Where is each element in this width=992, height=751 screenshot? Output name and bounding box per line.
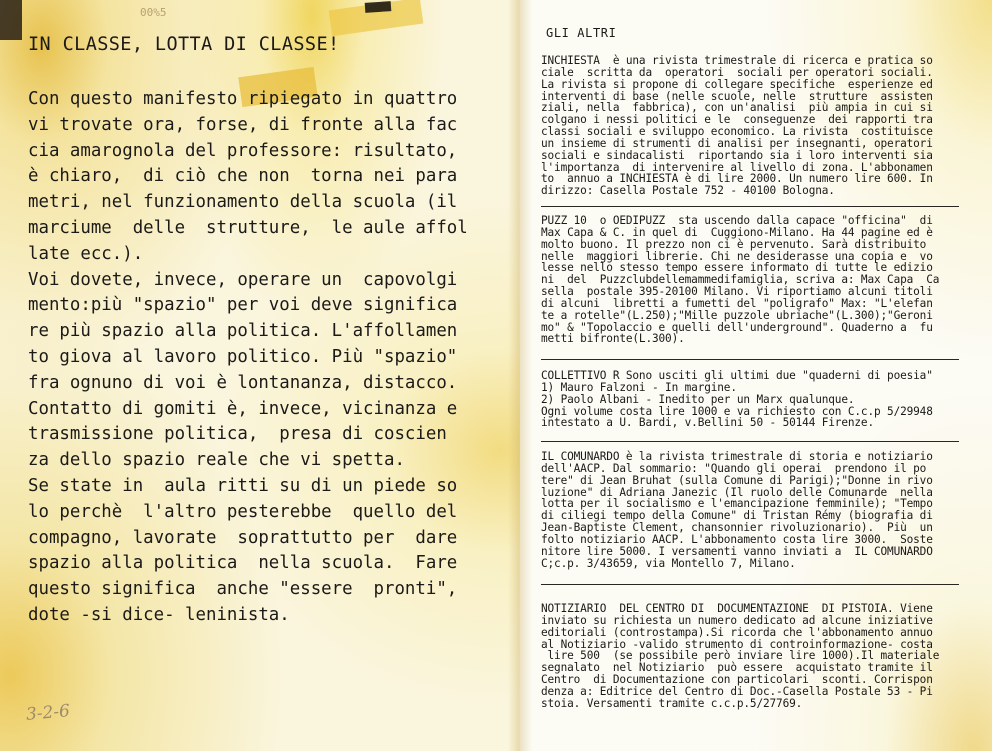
entry-line: sella postale 395-20100 Milano. Vi riportiamo alcuni titoli: [541, 285, 933, 299]
entry-line: dirizzo: Casella Postale 752 - 40100 Bologna.: [541, 184, 835, 198]
entry-line: dell'AACP. Dal sommario: "Quando gli operai prendono il po: [541, 461, 927, 475]
section-divider: [541, 584, 959, 585]
entry-line: Ogni volume costa lire 1000 e va richiesto con C.c.p 5/29948: [541, 404, 933, 418]
manifesto-line: fra ognuno di voi è lontananza, distacco.: [28, 372, 458, 393]
manifesto-line: spazio alla politica nella scuola. Fare: [28, 553, 458, 574]
entry-line: 1) Mauro Falzoni - In margine.: [541, 380, 737, 394]
entry-line: COLLETTIVO R Sono usciti gli ultimi due "quaderni di poesia": [541, 369, 933, 382]
manifesto-line: dote -si dice- leninista.: [28, 604, 290, 625]
entry-notiziario-pistoia: [541, 603, 965, 710]
entry-line: lire 500 (se possibile però inviare lire 1000).Il materiale: [541, 649, 940, 663]
entry-il-comunardo: [541, 451, 965, 569]
manifesto-line: lo perchè l'altro pesterebbe quello del: [28, 501, 458, 522]
entry-line: intestato a U. Bardi, v.Bellini 50 - 50144 Firenze.: [541, 416, 874, 430]
entry-line: INCHIESTA è una rivista trimestrale di ricerca e pratica so: [541, 54, 933, 67]
entry-line: interventi di base (nelle scuole, nelle strutture assisten: [541, 89, 933, 103]
entry-line: Jean-Baptiste Clement, chansonnier rivoluzionario). Più un: [541, 521, 933, 535]
section-divider: [541, 441, 959, 442]
left-page-title: IN CLASSE, LOTTA DI CLASSE!: [28, 34, 340, 55]
entry-line: molto buono. Il prezzo non ci è pervenuto. Sarà distribuito: [541, 237, 927, 251]
manifesto-line: trasmissione politica, presa di coscien: [28, 424, 447, 445]
entry-line: Centro di Documentazione con particolari sconti. Corrispon: [541, 673, 933, 687]
manifesto-line: metri, nel funzionamento della scuola (il: [28, 192, 458, 213]
tape-stain: [365, 1, 392, 13]
manifesto-line: cia amarognola del professore: risultato,: [28, 140, 458, 161]
entry-line: La rivista si propone di collegare specifiche esperienze ed: [541, 77, 933, 91]
entry-collettivo-r: [541, 370, 965, 429]
entry-line: NOTIZIARIO DEL CENTRO DI DOCUMENTAZIONE DI PISTOIA. Viene: [541, 602, 933, 615]
section-divider: [541, 206, 959, 207]
manifesto-line: to giova al lavoro politico. Più "spazio": [28, 346, 458, 367]
corner-code: 00%5: [140, 6, 167, 19]
entry-line: colgano i nessi politici e le conseguenze dei rapporti tra: [541, 113, 933, 127]
entry-line: tere" di Jean Bruhat (sulla Comune di Parigi);"Donne in rivo: [541, 473, 933, 487]
entry-line: to annuo a INCHIESTA è di lire 2000. Un numero lire 600. In: [541, 172, 933, 186]
entry-line: stoia. Versamenti tramite c.c.p.5/27769.: [541, 696, 803, 710]
entry-line: lotta per il socialismo e l'emancipazione femminile); "Tempo: [541, 497, 933, 511]
entry-line: di alcuni libretti a fumetti del "poligrafo" Max: "L'elefan: [541, 296, 933, 310]
tape-stain: [0, 0, 22, 40]
manifesto-line: re più spazio alla politica. L'affollamen: [28, 321, 458, 342]
entry-line: al Notiziario -valido strumento di controinformazione- costa: [541, 637, 933, 651]
manifesto-text: [28, 87, 498, 629]
manifesto-line: late ecc.).: [28, 243, 144, 264]
entry-line: mo" & "Topolaccio e quelli dell'underground". Quaderno a fu: [541, 320, 933, 334]
manifesto-line: compagno, lavorate soprattutto per dare: [28, 527, 458, 548]
entry-line: segnalato nel Notiziario può essere acquistato tramite il: [541, 661, 933, 675]
entry-inchiesta: [541, 55, 965, 197]
manifesto-line: Se state in aula ritti su di un piede so: [28, 475, 458, 496]
entry-line: ciale scritta da operatori sociali per operatori sociali.: [541, 65, 933, 79]
entry-line: denza a: Editrice del Centro di Doc.-Casella Postale 53 - Pi: [541, 684, 933, 698]
entry-line: 2) Paolo Albani - Inedito per un Marx qualunque.: [541, 392, 855, 406]
entry-line: nelle maggiori librerie. Chi ne desiderasse una copia e vo: [541, 249, 933, 263]
handwritten-note: 3-2-6: [25, 701, 71, 725]
manifesto-line: è chiaro, di ciò che non torna nei para: [28, 166, 458, 187]
entry-line: folto notiziario AACP. L'abbonamento costa lire 3000. Soste: [541, 532, 933, 546]
entry-line: Max Capa & C. in quel di Cuggiono-Milano. Ha 44 pagine ed è: [541, 225, 933, 239]
entry-line: classi sociali e sviluppo economico. La rivista costituisce: [541, 125, 933, 139]
manifesto-line: questo significa anche "essere pronti",: [28, 579, 458, 600]
entry-line: C;c.p. 3/43659, via Montello 7, Milano.: [541, 556, 796, 570]
entry-line: luzione" di Adriana Janezic (Il ruolo delle Comunarde nella: [541, 485, 933, 499]
manifesto-line: za dello spazio reale che vi spetta.: [28, 450, 405, 471]
entry-line: editoriali (controstampa).Si ricorda che l'abbonamento annuo: [541, 625, 933, 639]
entry-line: IL COMUNARDO è la rivista trimestrale di storia e notiziario: [541, 450, 933, 463]
entry-line: l'importanza di intervenire al livello di zona. L'abbonamen: [541, 160, 933, 174]
entry-line: lesse nello stesso tempo essere informato di tutte le edizio: [541, 261, 933, 275]
manifesto-line: Voi dovete, invece, operare un capovolgi: [28, 269, 458, 290]
manifesto-line: Contatto di gomiti è, invece, vicinanza e: [28, 398, 458, 419]
manifesto-line: Con questo manifesto ripiegato in quattro: [28, 89, 458, 109]
section-divider: [541, 359, 959, 360]
entry-line: ni del Puzzclubdellemammedifamiglia, scriva a: Max Capa Ca: [541, 273, 940, 287]
entry-line: PUZZ 10 o OEDIPUZZ sta uscendo dalla capace "officina" di: [541, 214, 933, 227]
page-gutter: [508, 0, 532, 751]
entry-line: metti bifronte(L.300).: [541, 332, 685, 346]
manifesto-line: vi trovate ora, forse, di fronte alla fac: [28, 114, 458, 135]
entry-line: di ciliegi tempo della Comune" di Tristan Rémy (biografia di: [541, 509, 933, 523]
entry-line: nitore lire 5000. I versamenti vanno inviati a IL COMUNARDO: [541, 544, 933, 558]
entry-line: sociali e sindacalisti riportando sia i loro interventi sia: [541, 148, 933, 162]
manifesto-line: mento:più "spazio" per voi deve significa: [28, 295, 458, 316]
entry-line: inviato su richiesta un numero dedicato ad alcune iniziative: [541, 613, 933, 627]
entry-line: un insieme di strumenti di analisi per insegnanti, operatori: [541, 136, 933, 150]
entry-line: te a rotelle"(L.250);"Mille puzzole ubriache"(L.300);"Geroni: [541, 308, 933, 322]
right-page-title: GLI ALTRI: [546, 26, 617, 40]
entry-line: ziali, nella fabbrica), con un'analisi più ampia in cui si: [541, 101, 933, 115]
manifesto-line: marciume delle strutture, le aule affol: [28, 217, 468, 238]
entry-puzz: [541, 215, 965, 345]
